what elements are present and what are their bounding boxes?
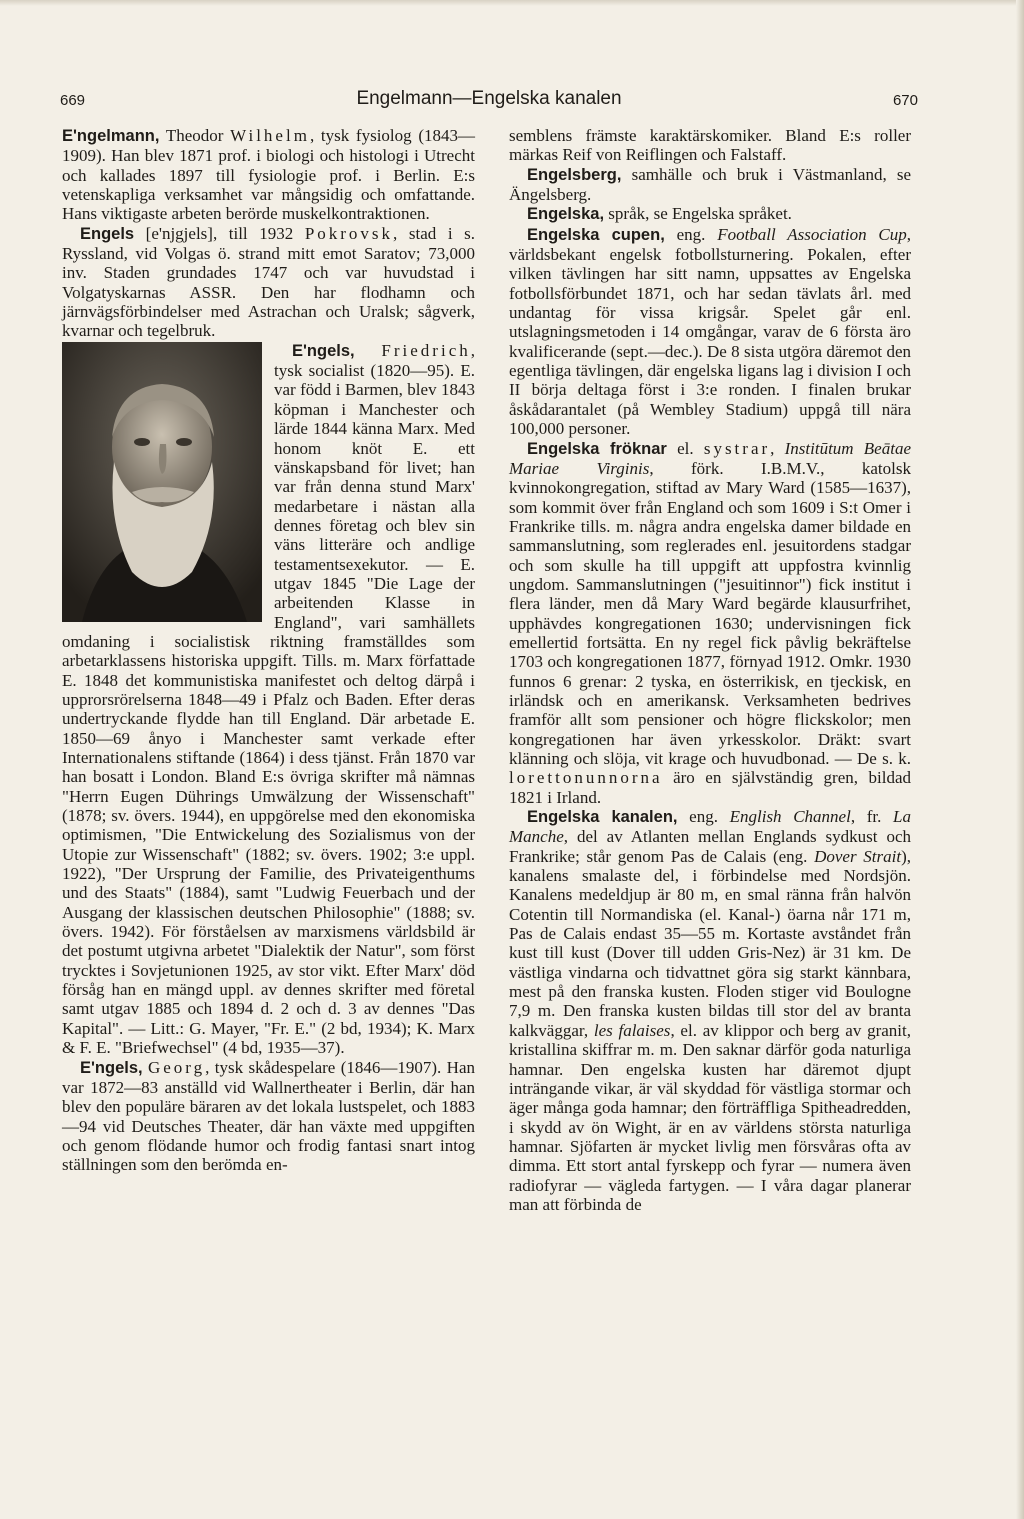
entry-engels-georg: E'ngels, Georg, tysk skådespelare (1846—1907). Han var 1872—83 anställd vid Wallnertheater i Berlin, där han blev den populäre bäraren av det lokala lustspelet, och 1883—94 vid Deutsches Theater, där han växte med uppgiften och genom flödande humor och frodig fantasi snart intog ställningen som den berömda en- [62,1057,475,1175]
page-header [60,88,918,116]
page-edge-shadow [1016,0,1024,1519]
headword: Engelska cupen, [527,225,665,244]
right-column [509,126,911,1214]
headword: Engelsberg, [527,165,622,184]
page-number-left: 669 [60,92,86,109]
page-number-right: 670 [892,92,918,109]
page-edge [0,0,1024,6]
entry-continuation: semblens främste karaktärskomiker. Bland E:s roller märkas Reif von Reiflingen och Falstaff. [509,126,911,165]
running-title: Engelmann—Engelska kanalen [356,88,622,109]
entry-engelska-froknar: Engelska fröknar el. systrar, Institūtum Beātae Mariae Virginis, förk. I.B.M.V., katolsk kvinnokongregation, stiftad av Mary Ward (1585—1637), som kommit över från England och som 1609 i S:t Omer i Frankrike tills. m. några andra engelska damer bildade en sammanslutning, som reglerades enl. jesuitordens stadgar och som skulle ha till uppgift att uppfostra kvinnlig ungdom. Sammanslutningen ("jesuitinnor") fick institut i flera länder, men då Mary Ward begärde klausurfrihet, upphävdes kongregationen 1630; undervisningen fick emellertid fortsätta. En ny regel fick påvlig bekräftelse 1703 och kongregationen 1877, förnyad 1912. Omkr. 1930 funnos 6 grenar: 2 tyska, en österrikisk, en tjeckisk, en irländsk och en amerikansk. Verksamheten bedrives framför allt som pensioner och högre flickskolor; men kongregationen har även yrkesskolor. Dräkt: svart klänning och slöja, vit krage och huvudbonad. — De s. k. lorettonunnorna äro en självständig gren, bildad 1821 i Irland. [509,438,911,807]
entry-engelsberg: Engelsberg, samhälle och bruk i Västmanland, se Ängelsberg. [509,164,911,205]
headword: E'ngelmann, [62,127,160,145]
entry-engelska: Engelska, språk, se Engelska språket. [527,204,792,224]
headword: Engelska, [527,205,605,224]
entry-engelmann: E'ngelmann, Theodor Wilhelm, tysk fysiolog (1843—1909). Han blev 1871 prof. i biologi och histologi i Utrecht och kallades 1897 till fysiologie prof. i Berlin. E:s vetenskapliga verksamhet var mångsidig och omfattande. Hans viktigaste arbeten berörde muskelkontraktionen. [62,126,475,224]
entry-engels-friedrich: E'ngels, Friedrich , tysk socialist (1820—95). E. var född i Barmen, blev 1843 köpman i Manchester och lärde 1844 känna Marx. Med honom knöt E. ett vänskapsband för livet; han var från denna stund Marx' medarbetare i nästan alla dennes företag och blev sin väns litteräre och andlige testamentsexekutor. — E. utgav 1845 "Die Lage der arbeitenden Klasse in England", vari samhällets omdaning i socialistisk riktning framställdes som arbetarklassens historiska uppgift. Tills. m. Marx författade E. 1848 det kommunistiska manifestet och deltog därpå i upprorsrörelserna 1848—49 i Pfalz och Baden. Efter deras undertryckande flydde han till England. Där arbetade E. 1850—69 ånyo i Manchester samt verkade efter Internationalens stiftande (1864) i dess tjänst. Från 1870 var han bosatt i London. Bland E:s övriga skrifter må nämnas "Herrn Eugen Dührings Umwälzung der Wissenschaft" (1878; sv. övers. 1944), en uppgörelse med den ekonomiska optimismen, "Die Entwickelung des Sozialismus von der Utopie zur Wissenschaft" (1882; sv. övers. 1902; 3:e uppl. 1922), "Der Ursprung der Familie, des Privateigenthums und des Staats" (1884), samt "Ludwig Feuerbach und der Ausgang der klassischen deutschen Philosophie" (1888; sv. övers. 1942). För förståelsen av marxismens världsbild är det postumt utgivna arbetet "Dialektik der Natur", som först trycktes i Sovjetunionen 1925, av stor vikt. Efter Marx' död försåg han en mängd uppl. av dennes skrifter med företal samt utgav 1885 och 1894 d. 2 och d. 3 av dennes "Das Kapital". — Litt.: G. Mayer, "Fr. E." (2 bd, 1934); K. Marx & F. E. "Briefwechsel" (4 bd, 1935—37). [62,340,475,1058]
headword: Engels [80,224,135,243]
entry-engels-stad: Engels [e'njgjels], till 1932 Pokrovsk, stad i s. Ryssland, vid Volgas ö. strand mitt emot Saratov; 73,000 inv. Staden grundades 1747 och var huvudstad i Volgatyskarnas ASSR. Den har flodhamn och järnvägsförbindelser med Astrachan och Uralsk; sågverk, kvarnar och tegelbruk. [62,223,475,341]
portrait-photo [62,342,262,622]
headword: Engelska kanalen, [527,808,678,827]
entry-engelska-cupen: Engelska cupen, eng. Football Association Cup, världsbekant engelsk fotbollsturnering. Pokalen, efter vilken tävlingen har sitt namn, uppsattes av Engelska fotbollsförbundet 1871, och har sedan tävlats årl. med undantag för vissa krigsår. Spelet går enl. utslagningsmetoden i 14 omgångar, varav de 6 första äro kvalificerande (sept.—dec.). De 8 sista utgöra däremot den egentliga tävlingen, där engelska ligans lag i division I och II börja deltaga först i 3:e ronden. I finalen brukar åskådarantalet (på Wembley Stadium) uppgå till nära 100,000 personer. [509,224,911,439]
left-column [62,126,475,1175]
headword: E'ngels, [292,341,355,360]
headword: Engelska fröknar [527,439,667,458]
entry-engelska-kanalen: Engelska kanalen, eng. English Channel, fr. La Manche, del av Atlanten mellan Englands sydkust och Frankrike; står genom Pas de Calais (eng. Dover Strait), kanalens smalaste del, i förbindelse med Nordsjön. Kanalens medeldjup är 80 m, en smal ränna från halvön Cotentin till Normandiska (el. Kanal-) öarna når 171 m, Pas de Calais endast 35—55 m. Kortaste avståndet från kust till kust (Dover till udden Gris-Nez) är 31 km. De västliga vindarna och tidvattnet göra sig starkt kännbara, mest på den franska kusten. Floden stiger vid Boulogne 7,9 m. Den franska kusten bildas till stor del av branta kalkväggar, les falaises, el. av klippor och berg av granit, kristallina skiffrar m. m. Den saknar därför goda naturliga hamnar. Den engelska kusten har däremot djupt inträngande vikar, är väl skyddad för västliga stormar och äger många goda hamnar; den förträffliga Spitheadredden, i skydd av ön Wight, är en av världens största naturliga hamnar. Sjöfarten är mycket livlig men försvåras ofta av dimma. Ett stort antal fyrskepp och fyrar — numera även radiofyrar — vägleda fartygen. — I våra dagar planerar man att förbinda de [509,807,911,1214]
headword: E'ngels, [80,1058,143,1077]
